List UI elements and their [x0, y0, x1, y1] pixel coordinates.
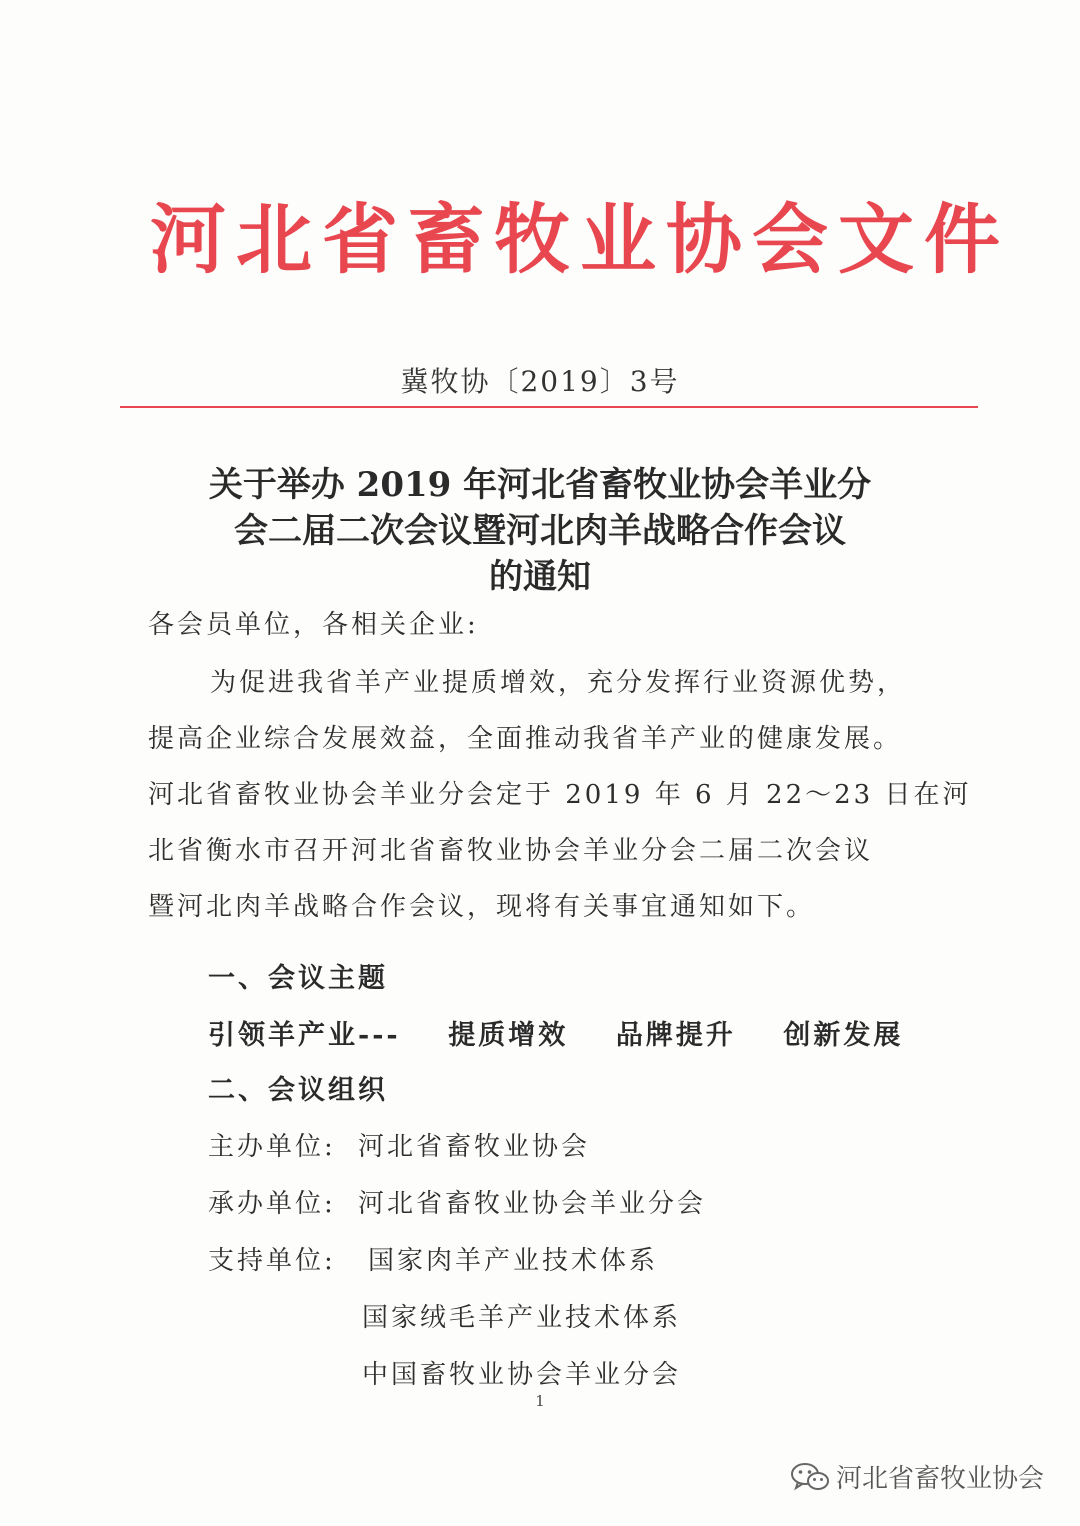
support-row	[208, 1240, 658, 1277]
theme-part: 提质增效	[448, 1020, 569, 1051]
masthead-title: 河北省畜牧业协会文件	[150, 195, 1010, 284]
organizer-row	[208, 1183, 706, 1220]
title-line: 的通知	[489, 557, 591, 597]
wechat-icon	[790, 1461, 830, 1493]
title-line: 关于举办 2019 年河北省畜牧业协会羊业分	[208, 465, 872, 505]
paragraph-line: 河北省畜牧业协会羊业分会定于 2019 年 6 月 22～23 日在河	[148, 780, 972, 810]
host-value: 河北省畜牧业协会	[358, 1132, 591, 1162]
notice-title	[140, 462, 940, 600]
meeting-theme	[208, 1013, 939, 1052]
section-2-heading: 二、会议组织	[208, 1075, 388, 1106]
paragraph-line: 北省衡水市召开河北省畜牧业协会羊业分会二届二次会议	[148, 836, 874, 866]
section-1-heading: 一、会议主题	[208, 963, 388, 994]
watermark-text: 河北省畜牧业协会	[835, 1464, 1044, 1494]
theme-part: 引领羊产业---	[208, 1020, 401, 1051]
wechat-watermark	[790, 1458, 1044, 1495]
document-number: 冀牧协〔2019〕3号	[400, 365, 680, 398]
theme-part: 品牌提升	[615, 1020, 736, 1051]
salutation: 各会员单位，各相关企业:	[148, 610, 479, 640]
support-label: 支持单位:	[208, 1246, 336, 1276]
page-number: 1	[535, 1392, 545, 1410]
support-value: 国家肉羊产业技术体系	[368, 1246, 659, 1276]
support-value: 国家绒毛羊产业技术体系	[362, 1303, 682, 1333]
body-paragraph	[148, 655, 972, 935]
paragraph-line: 提高企业综合发展效益，全面推动我省羊产业的健康发展。	[148, 724, 903, 754]
theme-part: 创新发展	[783, 1020, 904, 1051]
title-line: 会二届二次会议暨河北肉羊战略合作会议	[234, 511, 846, 551]
paragraph-line: 为促进我省羊产业提质增效，充分发挥行业资源优势，	[210, 668, 907, 698]
paragraph-line: 暨河北肉羊战略合作会议，现将有关事宜通知如下。	[148, 892, 816, 922]
organizer-value: 河北省畜牧业协会羊业分会	[358, 1189, 707, 1219]
red-divider	[120, 406, 978, 408]
support-value: 中国畜牧业协会羊业分会	[362, 1360, 682, 1390]
host-row	[208, 1126, 590, 1163]
organizer-label: 承办单位:	[208, 1189, 336, 1219]
host-label: 主办单位:	[208, 1132, 336, 1162]
